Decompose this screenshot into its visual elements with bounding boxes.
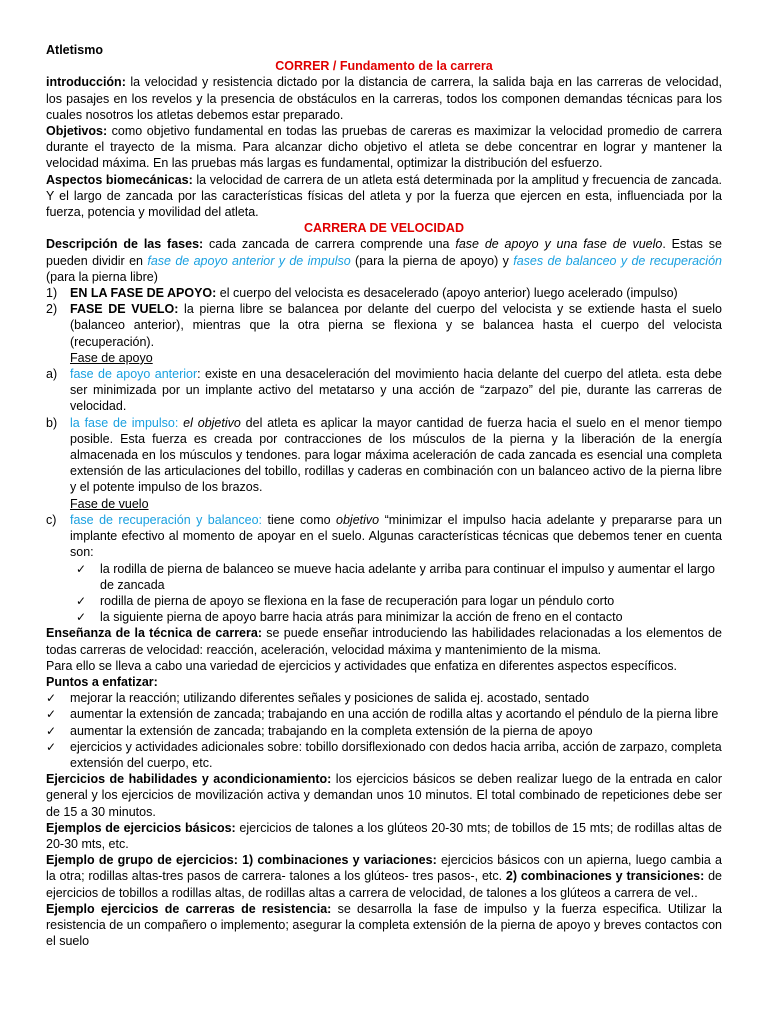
- ejercicios-habilidades-paragraph: Ejercicios de habilidades y acondicionamiento: los ejercicios básicos se deben realizar luego de la entrada en calor general y los ejercicios de movilización activa y demandan unos 10 minutos. El total combinado de repeticiones debe ser de 15 a 30 minutos.: [46, 772, 722, 819]
- ejemplos-basicos-paragraph: Ejemplos de ejercicios básicos: ejercicios de talones a los glúteos 20-30 mts; de tobillos de 15 mts; de rodillas altas de 20-30 mts, etc.: [46, 820, 722, 851]
- item-a: a) fase de apoyo anterior: existe en una desaceleración del movimiento hacia delante del cuerpo del atleta. esta debe ser minimizada por un implante activo del metatarso y una acción de “zarpazo” del pie, durante las carreras de velocidad.: [46, 367, 723, 414]
- numbered-item-2: 2) FASE DE VUELO: la pierna libre se balancea por delante del cuerpo del velocista y se extiende hasta el suelo (balanceo anterior), mientras que la otra pierna se flexiona y se balancea hasta el cuerpo del velocista (recuperación).: [46, 302, 722, 349]
- checkmark-icon: ✓: [46, 723, 57, 738]
- checkmark-icon: ✓: [46, 691, 57, 706]
- ejemplo-resistencia-paragraph: Ejemplo ejercicios de carreras de resistencia: se desarrolla la fase de impulso y la fuerza especifica. Utilizar la resistencia de un compañero o implemento; asegurar la completa extensión de la pierna de apoyo y breves contactos con el suelo: [46, 901, 722, 949]
- descripcion-paragraph: Descripción de las fases: cada zancada de carrera comprende una fase de apoyo y una fase de vuelo. Estas se pueden dividir en fase de apoyo anterior y de impulso (para la pierna de apoyo) y fases de balanceo y de recuperación (para la pierna libre): [46, 237, 722, 284]
- checklist-item: ✓ aumentar la extensión de zancada; trabajando en la completa extensión de la pierna de apoyo: [46, 723, 593, 738]
- checkmark-icon: ✓: [76, 561, 87, 576]
- objetivos-paragraph: Objetivos: como objetivo fundamental en todas las pruebas de careras es maximizar la velocidad promedio de carrera durante el trayecto de la misma. Para alcanzar dicho objetivo el atleta se debe concentrar en lograr y mantener la velocidad máxima. En las pruebas más largas es fundamental, optimizar la distribución del esfuerzo.: [46, 124, 722, 171]
- para-ello-paragraph: Para ello se lleva a cabo una variedad de ejercicios y actividades que enfatiza en diferentes aspectos específicos.: [46, 658, 677, 673]
- checklist-item: ✓ rodilla de pierna de apoyo se flexiona en la fase de recuperación para logar un péndulo corto: [76, 593, 615, 608]
- subheading-fase-vuelo: Fase de vuelo: [70, 496, 149, 511]
- numbered-item-1: 1) EN LA FASE DE APOYO: el cuerpo del velocista es desacelerado (apoyo anterior) luego acelerado (impulso): [46, 286, 678, 301]
- item-c: c) fase de recuperación y balanceo: tiene como objetivo “minimizar el impulso hacia adelante y prepararse para un implante efectivo al momento de apoyar en el suelo. Algunas características técnicas que debemos tener en cuenta son:: [46, 512, 722, 560]
- item-b: b) la fase de impulso: el objetivo del atleta es aplicar la mayor cantidad de fuerza hacia el suelo en el menor tiempo posible. Esta fuerza es creada por contracciones de los músculos de la pierna y la liberación de la energía almacenada en los músculos y tendones. para logar máxima aceleración de cada zancada es esencial una completa extensión de las articulaciones del tobillo, rodillas y caderas en combinación con un balanceo activo de la pierna libre y el potente impulso de los brazos.: [46, 415, 722, 495]
- checklist-item: ✓ ejercicios y actividades adicionales sobre: tobillo dorsiflexionado con dedos hacia arriba, acción de zarpazo, completa extensión del cuerpo, etc.: [46, 739, 722, 770]
- heading-correr: CORRER / Fundamento de la carrera: [275, 59, 493, 74]
- checkmark-icon: ✓: [76, 610, 87, 625]
- checkmark-icon: ✓: [76, 593, 87, 608]
- checklist-item: ✓ la siguiente pierna de apoyo barre hacia atrás para minimizar la acción de freno en el contacto: [76, 610, 623, 625]
- aspectos-paragraph: Aspectos biomecánicas: la velocidad de carrera de un atleta está determinada por la amplitud y frecuencia de zancada. Y el largo de zancada por las características físicas del atleta y por la fuerza que ejercen en esta, influenciada por la fuerza, potencia y movilidad del atleta.: [46, 172, 722, 220]
- checklist-item: ✓ la rodilla de pierna de balanceo se mueve hacia adelante y arriba para continuar el impulso y aumentar el largo de zancada: [76, 561, 715, 592]
- ejemplo-grupo-paragraph: Ejemplo de grupo de ejercicios: 1) combinaciones y variaciones: ejercicios básicos con un apierna, luego cambia a la otra; rodillas altas-tres pasos de carrera- talones a los glúteos- tres pasos-, etc. 2) combinaciones y transiciones: de ejercicios de tobillos a rodillas altas, de rodillas altas a carrera de velocidad, de talones a los glúteos a carrera de vel..: [46, 853, 722, 900]
- ensenanza-paragraph: Enseñanza de la técnica de carrera: se puede enseñar introduciendo las habilidades relacionadas a los elementos de todas carreras de velocidad: reacción, aceleración, velocidad máxima y mantenimiento de la misma.: [46, 626, 722, 657]
- puntos-heading: Puntos a enfatizar:: [46, 674, 158, 689]
- subheading-fase-apoyo: Fase de apoyo: [70, 350, 153, 365]
- intro-paragraph: introducción: la velocidad y resistencia dictado por la distancia de carrera, la salida baja en las carreras de velocidad, los pasajes en los revelos y la presencia de obstáculos en la carreras, todos los componen demandas técnicas para los cuales nosotros los atletas debemos estar preparado.: [46, 75, 722, 122]
- checklist-item: ✓ mejorar la reacción; utilizando diferentes señales y posiciones de salida ej. acostado, sentado: [46, 691, 590, 706]
- heading-carrera-velocidad: CARRERA DE VELOCIDAD: [304, 221, 464, 236]
- checklist-item: ✓ aumentar la extensión de zancada; trabajando en una acción de rodilla altas y acortando el péndulo de la pierna libre: [46, 707, 719, 722]
- checkmark-icon: ✓: [46, 707, 57, 722]
- checkmark-icon: ✓: [46, 739, 57, 754]
- document-title: Atletismo: [46, 43, 103, 57]
